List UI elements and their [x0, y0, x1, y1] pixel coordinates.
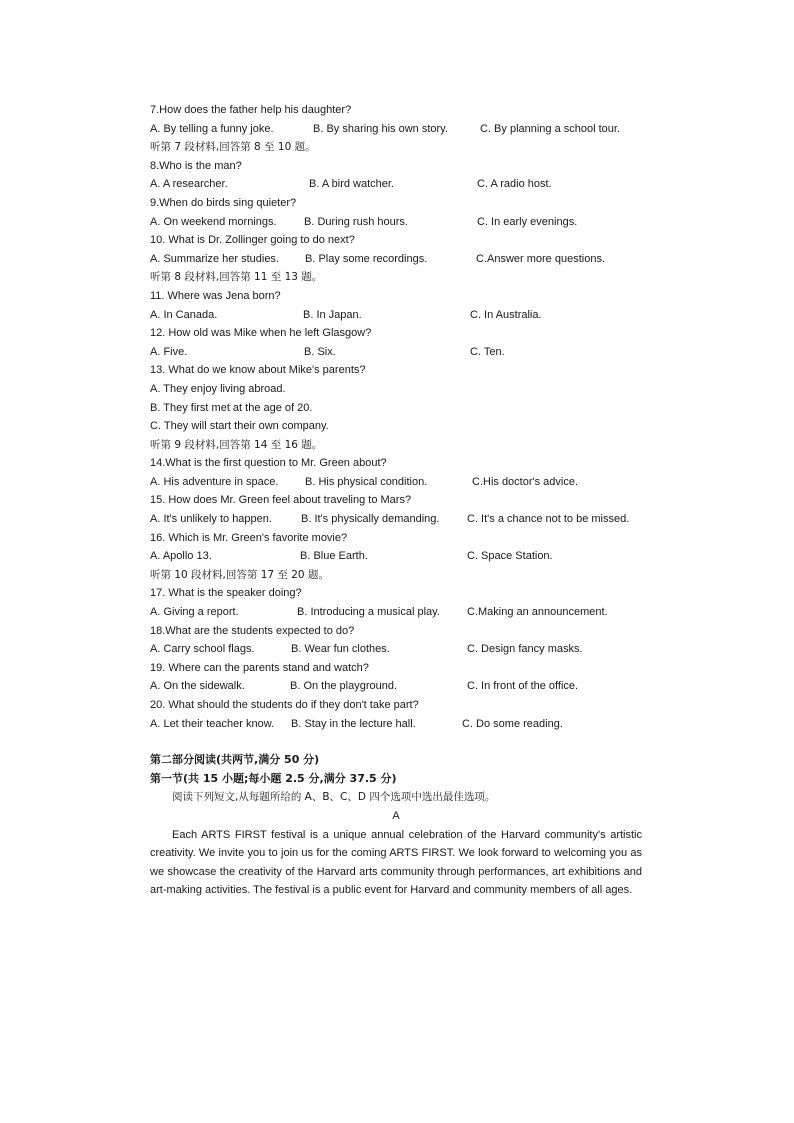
options-14: [150, 473, 642, 492]
option-b: B. Play some recordings.: [305, 252, 428, 265]
option-a: A. Apollo 13.: [150, 550, 212, 563]
section-instruction: 听第 9 段材料,回答第 14 至 16 题。: [150, 438, 323, 451]
option-a: A. They enjoy living abroad.: [150, 382, 286, 395]
options-17: [150, 603, 642, 622]
option-b: B. Stay in the lecture hall.: [291, 717, 416, 730]
option-b: B. A bird watcher.: [309, 178, 394, 191]
question-17: 17. What is the speaker doing?: [150, 587, 302, 600]
page-content: [150, 101, 642, 900]
question-12: 12. How old was Mike when he left Glasgow?: [150, 327, 372, 340]
option-c: C. Space Station.: [467, 550, 553, 563]
options-19: [150, 677, 642, 696]
option-c: C. By planning a school tour.: [480, 122, 621, 135]
section-instruction: 听第 7 段材料,回答第 8 至 10 题。: [150, 141, 316, 154]
part2-heading: 第二部分阅读(共两节,满分 50 分): [150, 753, 320, 767]
option-a: A. Giving a report.: [150, 606, 239, 619]
option-c: C. In front of the office.: [467, 680, 579, 693]
question-20: 20. What should the students do if they don't take part?: [150, 699, 419, 711]
passage-paragraph: Each ARTS FIRST festival is a unique annual celebration of the Harvard community's artistic creativity. We invite you to join us for the coming ARTS FIRST. We look forward to welcoming you as we showcase the creativity of the Harvard arts community through performances, art exhibitions and art-making activities. The festival is a public event for Harvard and community members of all ages.: [150, 828, 642, 897]
section1-heading: 第一节(共 15 小题;每小题 2.5 分,满分 37.5 分): [150, 771, 397, 785]
option-b: B. They first met at the age of 20.: [150, 401, 313, 414]
options-16: [150, 547, 642, 566]
question-9: 9.When do birds sing quieter?: [150, 196, 297, 209]
option-c: C. They will start their own company.: [150, 420, 329, 433]
option-c: C. A radio host.: [477, 178, 552, 191]
options-9: [150, 213, 642, 232]
option-b: B. In Japan.: [303, 308, 362, 321]
option-c: C. Ten.: [470, 345, 505, 358]
options-7: [150, 120, 642, 139]
option-b: B. It's physically demanding.: [301, 513, 440, 526]
option-a: A. A researcher.: [150, 178, 228, 191]
option-a: A. Summarize her studies.: [150, 252, 279, 265]
option-c: C. In Australia.: [470, 308, 542, 321]
question-13: 13. What do we know about Mike's parents?: [150, 364, 366, 377]
option-a: A. Five.: [150, 345, 188, 358]
spacer: [150, 733, 642, 751]
options-8: [150, 175, 642, 194]
options-20: [150, 715, 642, 734]
option-c: C. Do some reading.: [462, 717, 563, 730]
question-7: 7.How does the father help his daughter?: [150, 104, 352, 116]
section-instruction: 听第 8 段材料,回答第 11 至 13 题。: [150, 271, 323, 284]
options-18: [150, 640, 642, 659]
question-15: 15. How does Mr. Green feel about traveling to Mars?: [150, 494, 412, 507]
option-c: C. In early evenings.: [477, 215, 578, 228]
option-a: A. By telling a funny joke.: [150, 122, 274, 135]
question-8: 8.Who is the man?: [150, 159, 242, 172]
question-16: 16. Which is Mr. Green's favorite movie?: [150, 531, 348, 544]
options-12: [150, 343, 642, 362]
options-15: [150, 510, 642, 529]
option-a: A. In Canada.: [150, 308, 218, 321]
option-b: B. His physical condition.: [305, 475, 428, 488]
question-19: 19. Where can the parents stand and watch?: [150, 661, 369, 674]
option-c: C.Answer more questions.: [476, 252, 605, 265]
reading-instruction: 阅读下列短文,从每题所给的 A、B、C、D 四个选项中选出最佳选项。: [172, 791, 496, 804]
option-b: B. Blue Earth.: [300, 550, 368, 563]
question-11: 11. Where was Jena born?: [150, 289, 281, 302]
question-18: 18.What are the students expected to do?: [150, 624, 355, 637]
question-14: 14.What is the first question to Mr. Green about?: [150, 457, 387, 470]
option-b: B. Wear fun clothes.: [291, 643, 390, 656]
option-a: A. On weekend mornings.: [150, 215, 277, 228]
option-b: B. During rush hours.: [304, 215, 408, 228]
section-instruction: 听第 10 段材料,回答第 17 至 20 题。: [150, 568, 329, 581]
option-a: A. Let their teacher know.: [150, 717, 275, 730]
option-a: A. Carry school flags.: [150, 643, 255, 656]
option-b: B. By sharing his own story.: [313, 122, 448, 135]
options-10: [150, 250, 642, 269]
options-11: [150, 306, 642, 325]
passage-label: A: [392, 809, 400, 822]
question-10: 10. What is Dr. Zollinger going to do next?: [150, 234, 355, 247]
option-a: A. On the sidewalk.: [150, 680, 245, 693]
option-a: A. His adventure in space.: [150, 475, 279, 488]
option-c: C. It's a chance not to be missed.: [467, 513, 630, 526]
option-b: B. Introducing a musical play.: [297, 606, 440, 619]
option-c: C.Making an announcement.: [467, 606, 608, 619]
option-b: B. Six.: [304, 345, 336, 358]
option-b: B. On the playground.: [290, 680, 398, 693]
option-c: C. Design fancy masks.: [467, 643, 583, 656]
option-c: C.His doctor's advice.: [472, 475, 579, 488]
option-a: A. It's unlikely to happen.: [150, 513, 272, 526]
